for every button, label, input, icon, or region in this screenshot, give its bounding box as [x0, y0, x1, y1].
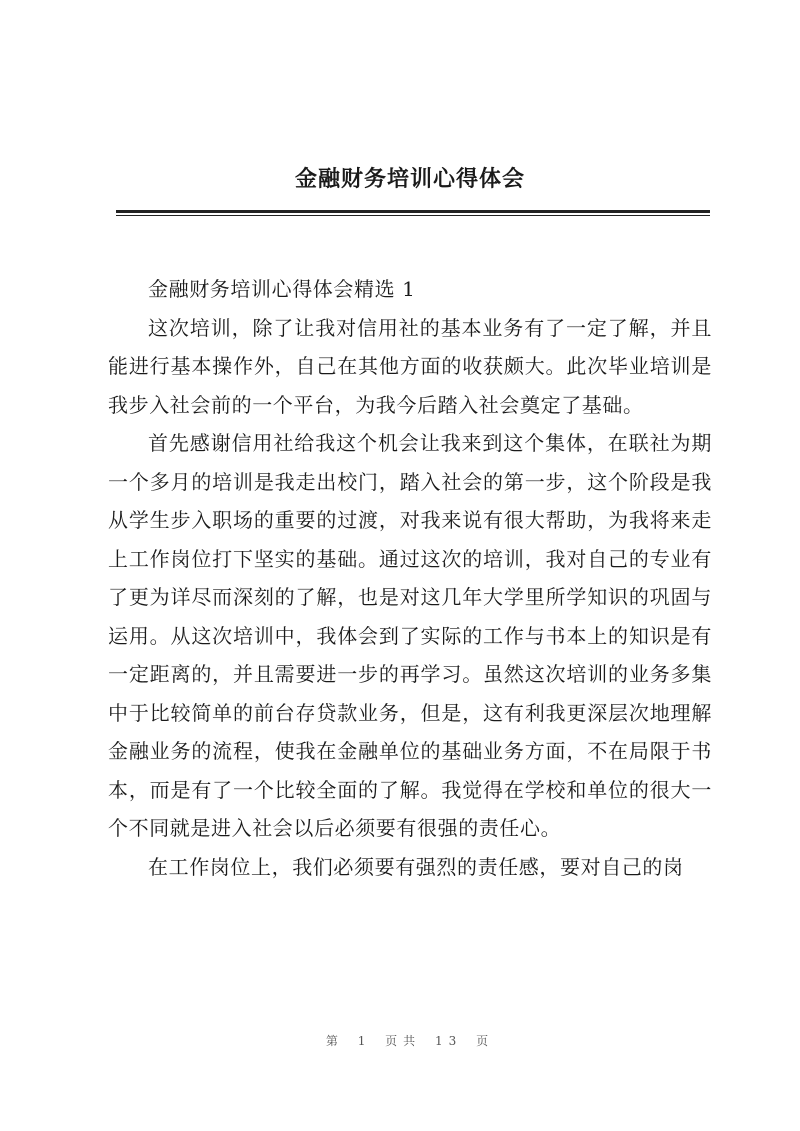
page-footer: 第 1 页共 13 页 — [325, 1034, 495, 1048]
document-body — [108, 270, 712, 886]
paragraph: 首先感谢信用社给我这个机会让我来到这个集体，在联社为期一个多月的培训是我走出校门，踏入社会的第一步，这个阶段是我从学生步入职场的重要的过渡，对我来说有很大帮助，为我将来走上工作岗位打下坚实的基础。通过这次的培训，我对自己的专业有了更为详尽而深刻的了解，也是对这几年大学里所学知识的巩固与运用。从这次培训中，我体会到了实际的工作与书本上的知识是有一定距离的，并且需要进一步的再学习。虽然这次培训的业务多集中于比较简单的前台存贷款业务，但是，这有利我更深层次地理解金融业务的流程，使我在金融单位的基础业务方面，不在局限于书本，而是有了一个比较全面的了解。我觉得在学校和单位的很大一个不同就是进入社会以后必须要有很强的责任心。 — [108, 431, 712, 840]
title-divider-thick — [116, 210, 710, 213]
section-heading: 金融财务培训心得体会精选 1 — [148, 277, 416, 301]
paragraph: 这次培训，除了让我对信用社的基本业务有了一定了解，并且能进行基本操作外，自己在其他方面的收获颇大。此次毕业培训是我步入社会前的一个平台，为我今后踏入社会奠定了基础。 — [108, 315, 712, 417]
title-divider-thin — [116, 215, 710, 216]
paragraph: 在工作岗位上，我们必须要有强烈的责任感，要对自己的岗 — [148, 854, 684, 879]
document-title: 金融财务培训心得体会 — [294, 166, 525, 192]
